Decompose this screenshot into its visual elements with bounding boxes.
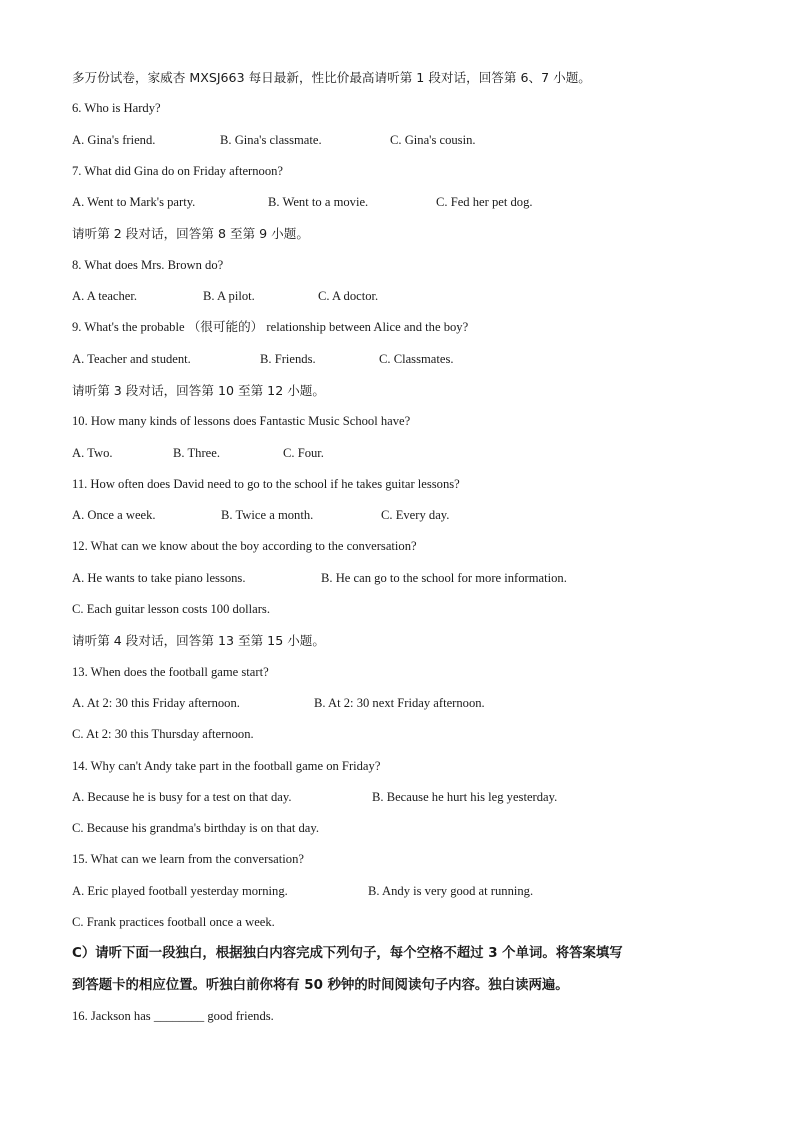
- option-a: A. Eric played football yesterday morning.: [72, 883, 288, 898]
- question-16-stem: 16. Jackson has ________ good friends.: [72, 1008, 274, 1023]
- question-7-stem: 7. What did Gina do on Friday afternoon?: [72, 163, 284, 178]
- option-b: B. Friends.: [260, 351, 316, 366]
- question-6-stem: 6. Who is Hardy?: [72, 101, 161, 116]
- option-a: A. Gina's friend.: [72, 132, 156, 147]
- option-c: C. Classmates.: [379, 351, 454, 366]
- option-a: A. Once a week.: [72, 508, 156, 523]
- question-11-options: [72, 500, 732, 531]
- option-b: B. Twice a month.: [221, 508, 314, 523]
- option-b: B. Went to a movie.: [268, 195, 369, 210]
- section-c-line-1: C）请听下面一段独白，根据独白内容完成下列句子，每个空格不超过 3 个单词。将答案填写: [72, 946, 623, 962]
- question-13-stem: 13. When does the football game start?: [72, 664, 269, 679]
- option-c: C. Gina's cousin.: [390, 132, 476, 147]
- option-a: A. Because he is busy for a test on that day.: [72, 789, 292, 804]
- question-9-stem: 9. What's the probable （很可能的） relationship between Alice and the boy?: [72, 320, 469, 335]
- section-c-instruction: [72, 938, 732, 1001]
- option-c: C. Four.: [283, 445, 324, 460]
- section-c-line-2: 到答题卡的相应位置。听独白前你将有 50 秒钟的时间阅读句子内容。独白读两遍。: [72, 977, 569, 993]
- option-c: C. Frank practices football once a week.: [72, 915, 275, 930]
- option-c: C. Each guitar lesson costs 100 dollars.: [72, 602, 270, 617]
- option-b: B. Three.: [173, 445, 220, 460]
- option-b: B. Andy is very good at running.: [368, 883, 534, 898]
- option-a: A. Went to Mark's party.: [72, 195, 196, 210]
- option-a: A. Two.: [72, 445, 113, 460]
- question-12-stem: 12. What can we know about the boy according to the conversation?: [72, 539, 417, 554]
- option-b: B. He can go to the school for more information.: [321, 570, 567, 585]
- option-a: A. A teacher.: [72, 289, 138, 304]
- option-c: C. Fed her pet dog.: [436, 195, 533, 210]
- question-14-stem: 14. Why can't Andy take part in the football game on Friday?: [72, 758, 381, 773]
- option-c: C. Because his grandma's birthday is on that day.: [72, 821, 319, 836]
- question-13-options: [72, 688, 732, 719]
- option-c: C. At 2: 30 this Thursday afternoon.: [72, 727, 254, 742]
- option-b: B. At 2: 30 next Friday afternoon.: [314, 695, 485, 710]
- question-10-stem: 10. How many kinds of lessons does Fantastic Music School have?: [72, 414, 411, 429]
- question-6-options: [72, 125, 732, 156]
- question-10-options: [72, 438, 732, 469]
- option-a: A. He wants to take piano lessons.: [72, 570, 246, 585]
- header-line: 多万份试卷，家威杏 MXSJ663 每日最新，性比价最高请听第 1 段对话，回答第 6、7 小题。: [72, 70, 591, 85]
- question-8-stem: 8. What does Mrs. Brown do?: [72, 257, 224, 272]
- question-15-stem: 15. What can we learn from the conversation?: [72, 852, 304, 867]
- question-15-options: [72, 876, 732, 907]
- option-b: B. Because he hurt his leg yesterday.: [372, 789, 558, 804]
- option-a: A. Teacher and student.: [72, 351, 191, 366]
- question-12-options: [72, 563, 732, 594]
- question-9-options: [72, 344, 732, 375]
- option-c: C. Every day.: [381, 508, 450, 523]
- option-b: B. Gina's classmate.: [220, 132, 322, 147]
- section-instruction: 请听第 2 段对话，回答第 8 至第 9 小题。: [72, 226, 309, 242]
- question-8-options: [72, 281, 732, 312]
- section-instruction: 请听第 4 段对话，回答第 13 至第 15 小题。: [72, 633, 325, 649]
- document-page: [72, 62, 732, 1032]
- question-14-options: [72, 782, 732, 813]
- option-c: C. A doctor.: [318, 289, 379, 304]
- section-instruction: 请听第 3 段对话，回答第 10 至第 12 小题。: [72, 382, 325, 398]
- option-a: A. At 2: 30 this Friday afternoon.: [72, 695, 240, 710]
- question-11-stem: 11. How often does David need to go to the school if he takes guitar lessons?: [72, 476, 460, 491]
- option-b: B. A pilot.: [203, 289, 255, 304]
- question-7-options: [72, 187, 732, 218]
